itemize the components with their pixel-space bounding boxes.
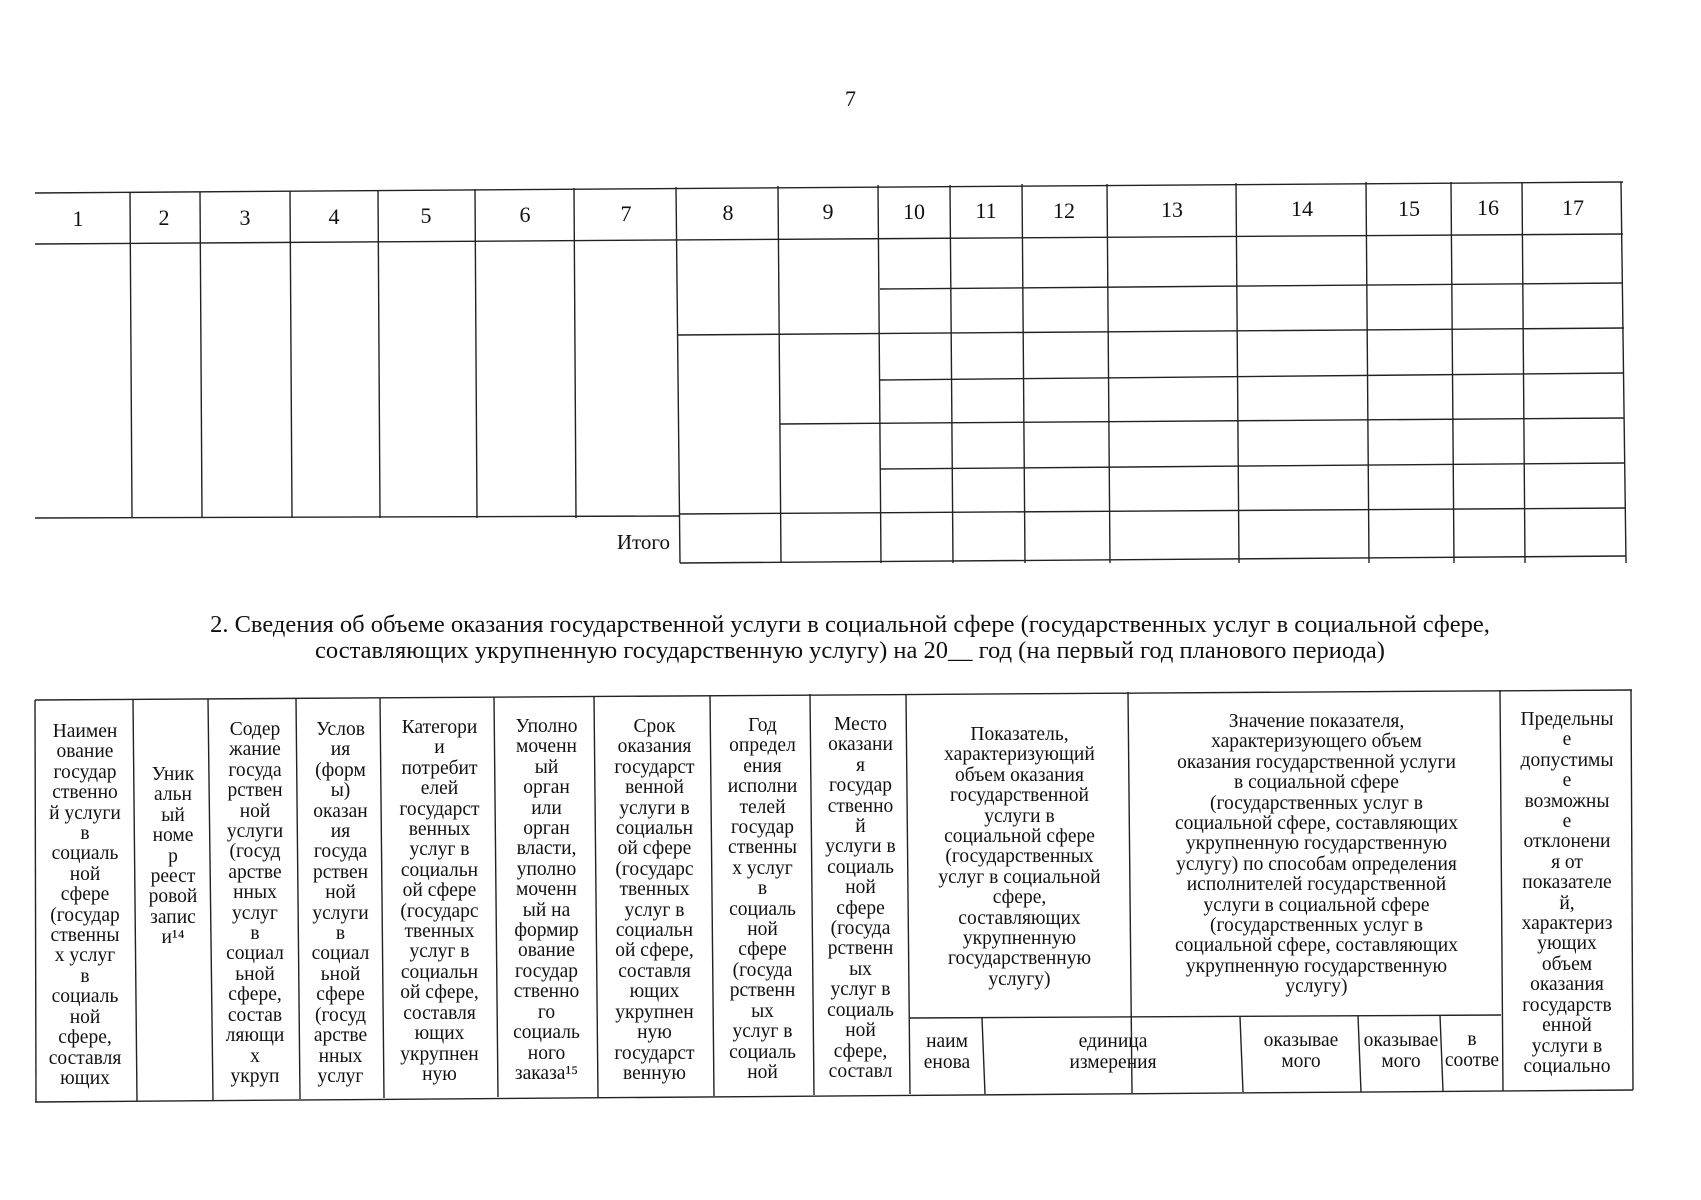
- header-consumer-categories: Категори и потребит елей государст венных услуг в социальн ой сфере (государс твенных услуг в социальн ой сфере, составля ющих укрупнен ную: [399, 718, 480, 1085]
- col-number-4: 4: [328, 204, 340, 229]
- header-service-term: Срок оказания государст венной услуги в социальн ой сфере (государс твенных услуг в социальн ой сфере, составля ющих укрупнен ную государст венную: [614, 717, 695, 1084]
- subheader-accordance: в соотве: [1444, 1029, 1500, 1071]
- header-place-of-service: Место оказани я государ ственно й услуги в социаль ной сфере (госуда рственн ых услуг в социаль ной сфере, составл: [825, 715, 896, 1082]
- col-number-13: 13: [1161, 197, 1183, 222]
- col-number-16: 16: [1477, 195, 1499, 220]
- col-number-9: 9: [822, 199, 834, 224]
- page-number: 7: [845, 86, 856, 111]
- col-number-3: 3: [239, 205, 251, 230]
- header-year-of-determination: Год определ ения исполни телей государ ственны х услуг в социаль ной сфере (госуда рственн ых услуг в социаль ной: [727, 716, 798, 1083]
- subheader-name: наим енова: [923, 1031, 971, 1073]
- subheader-provided-2: оказывае мого: [1363, 1030, 1439, 1072]
- col-number-14: 14: [1291, 196, 1313, 221]
- col-number-12: 12: [1053, 198, 1075, 223]
- col-number-5: 5: [420, 203, 432, 228]
- header-service-content: Содер жание госуда рствен ной услуги (госуд арстве нных услуг в социал ьной сфере, состав ляющи х укруп: [225, 720, 285, 1087]
- total-label: Итого: [616, 530, 670, 554]
- col-number-8: 8: [722, 200, 734, 225]
- col-number-10: 10: [903, 199, 925, 224]
- header-permissible-deviations: Предельны е допустимы е возможны е отклонени я от показателе й, характериз ующих объем оказания государств енной услуги в социально: [1520, 710, 1614, 1077]
- col-number-7: 7: [620, 201, 632, 226]
- heading-line-1: 2. Сведения об объеме оказания государственной услуги в социальной сфере (государственных услуг в социальной сфере,: [210, 611, 1490, 638]
- col-number-15: 15: [1398, 196, 1420, 221]
- col-number-17: 17: [1562, 195, 1584, 220]
- header-service-name: Наимен ование государ ственно й услуги в социаль ной сфере (государ ственны х услуг в социаль ной сфере, составля ющих: [48, 722, 122, 1089]
- col-number-1: 1: [72, 206, 84, 231]
- header-volume-indicator: Показатель, характеризующий объем оказания государственной услуги в социальной сфере (государственных услуг в социальной сфере, составляющих укрупненную государственную услугу): [938, 725, 1101, 990]
- header-service-conditions: Услов ия (форм ы) оказан ия госуда рствен ной услуги в социал ьной сфере (госуд арстве нных услуг: [311, 720, 370, 1087]
- col-number-6: 6: [519, 202, 531, 227]
- header-indicator-value: Значение показателя, характеризующего объем оказания государственной услуги в социальной сфере (государственных услуг в социальной сфере, составляющих укрупненную государственную услугу) по способам определения исполнителей государственной услуги в социальной сфере (государственных услуг в социальной сфере, составляющих укрупненную государственную услугу): [1175, 712, 1458, 998]
- header-authorized-body: Уполно моченн ый орган или орган власти, уполно моченн ый на формир ование государ ственно го социаль ного заказа¹⁵: [513, 717, 580, 1084]
- col-number-2: 2: [158, 205, 170, 230]
- header-unique-registry-number: Уник альн ый номе р реест ровой запис и¹⁴: [148, 765, 198, 949]
- subheader-unit: единица измерения: [1069, 1031, 1157, 1073]
- subheader-provided-1: оказывае мого: [1263, 1030, 1339, 1072]
- heading-line-2: составляющих укрупненную государственную услугу) на 20__ год (на первый год планового периода): [315, 637, 1385, 664]
- col-number-11: 11: [975, 198, 997, 223]
